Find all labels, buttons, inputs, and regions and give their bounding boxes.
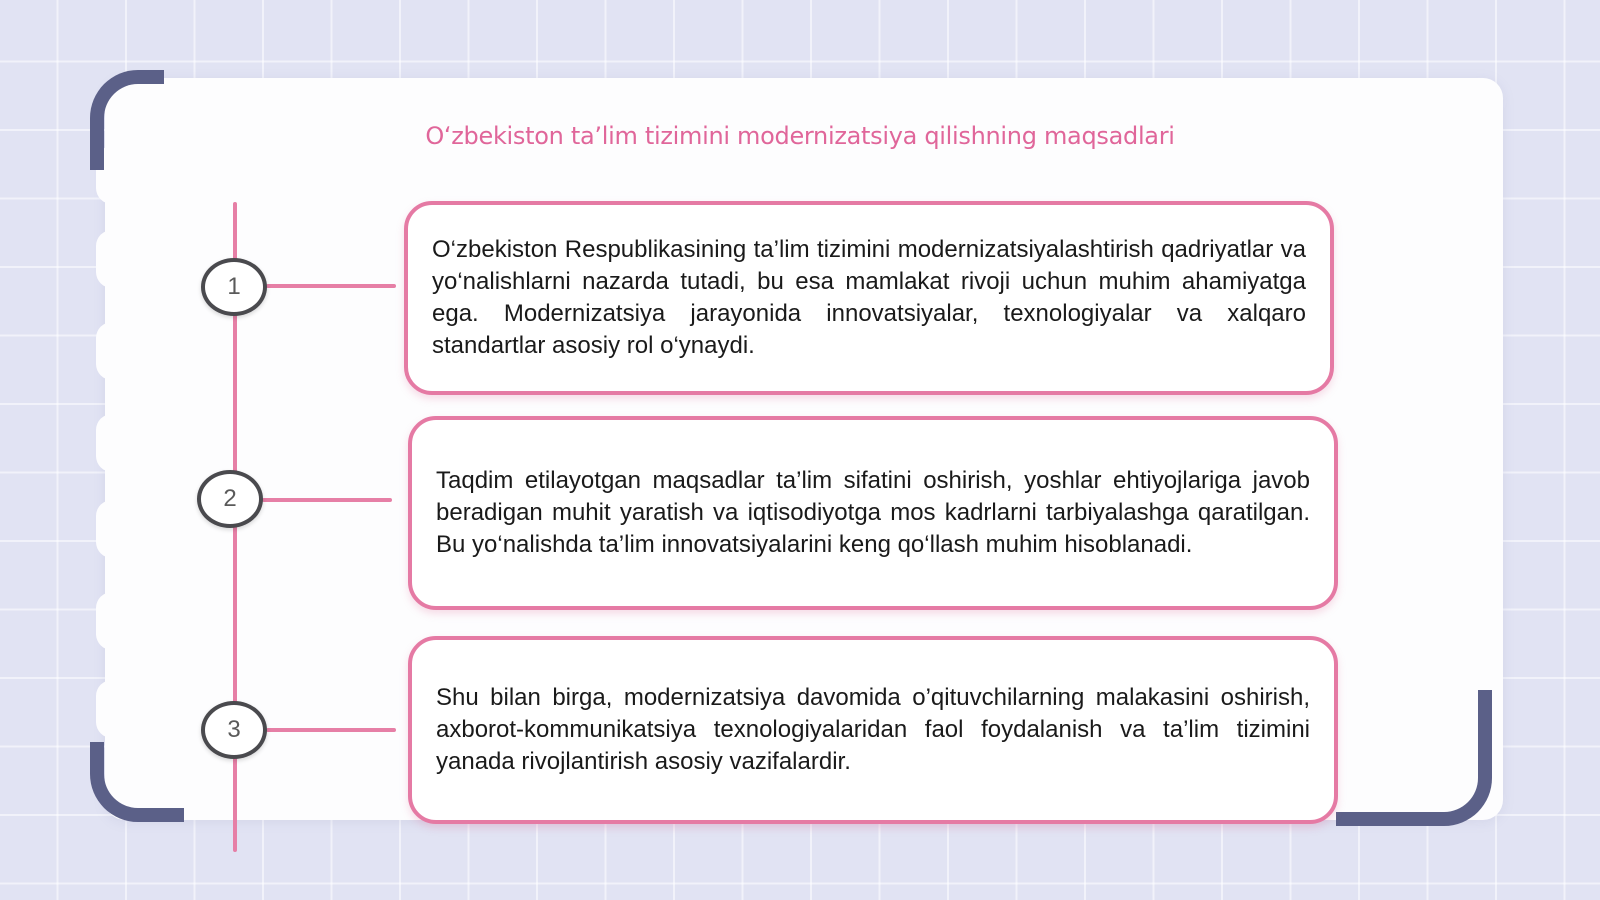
- timeline-connector: [266, 284, 396, 288]
- goal-card: [404, 201, 1334, 395]
- timeline-connector: [266, 728, 396, 732]
- step-number-circle: 2: [197, 470, 263, 528]
- paper-edge-bump: [96, 230, 128, 288]
- timeline-connector: [262, 498, 392, 502]
- step-number-circle: 3: [201, 701, 267, 759]
- paper-edge-bump: [96, 680, 128, 738]
- corner-bracket-bottom-left: [90, 742, 184, 822]
- paper-edge-bump: [96, 592, 128, 650]
- goal-card: [408, 636, 1338, 824]
- paper-edge-bump: [96, 414, 128, 472]
- corner-bracket-bottom-right: [1336, 690, 1492, 826]
- goal-card-text: O‘zbekiston Respublikasining ta’lim tizimini modernizatsiyalashtirish qadriyatlar va yo‘nalishlarni nazarda tutadi, bu esa mamlakat rivoji uchun muhim ahamiyatga ega. Modernizatsiya jarayonida innovatsiyalar, texnologiyalar va xalqaro standartlar asosiy rol o‘ynaydi.: [432, 236, 1306, 359]
- goal-card-text: Shu bilan birga, modernizatsiya davomida o’qituvchilarning malakasini oshirish, axborot-kommunikatsiya texnologiyalaridan faol foydalanish va ta’lim tizimini yanada rivojlantirish asosiy vazifalardir.: [436, 684, 1310, 775]
- slide-title: Oʻzbekiston taʼlim tizimini modernizatsiya qilishning maqsadlari: [425, 122, 1175, 150]
- step-number-circle: 1: [201, 258, 267, 316]
- paper-edge-bump: [96, 322, 128, 380]
- goal-card-text: Taqdim etilayotgan maqsadlar ta’lim sifatini oshirish, yoshlar ehtiyojlariga javob beradigan muhit yaratish va iqtisodiyotga mos kadrlarni tarbiyalashga qaratilgan. Bu yo‘nalishda ta’lim innovatsiyalarini keng qo‘llash muhim hisoblanadi.: [436, 467, 1310, 558]
- goal-card: [408, 416, 1338, 610]
- paper-edge-bump: [96, 500, 128, 558]
- corner-bracket-top-left: [90, 70, 164, 170]
